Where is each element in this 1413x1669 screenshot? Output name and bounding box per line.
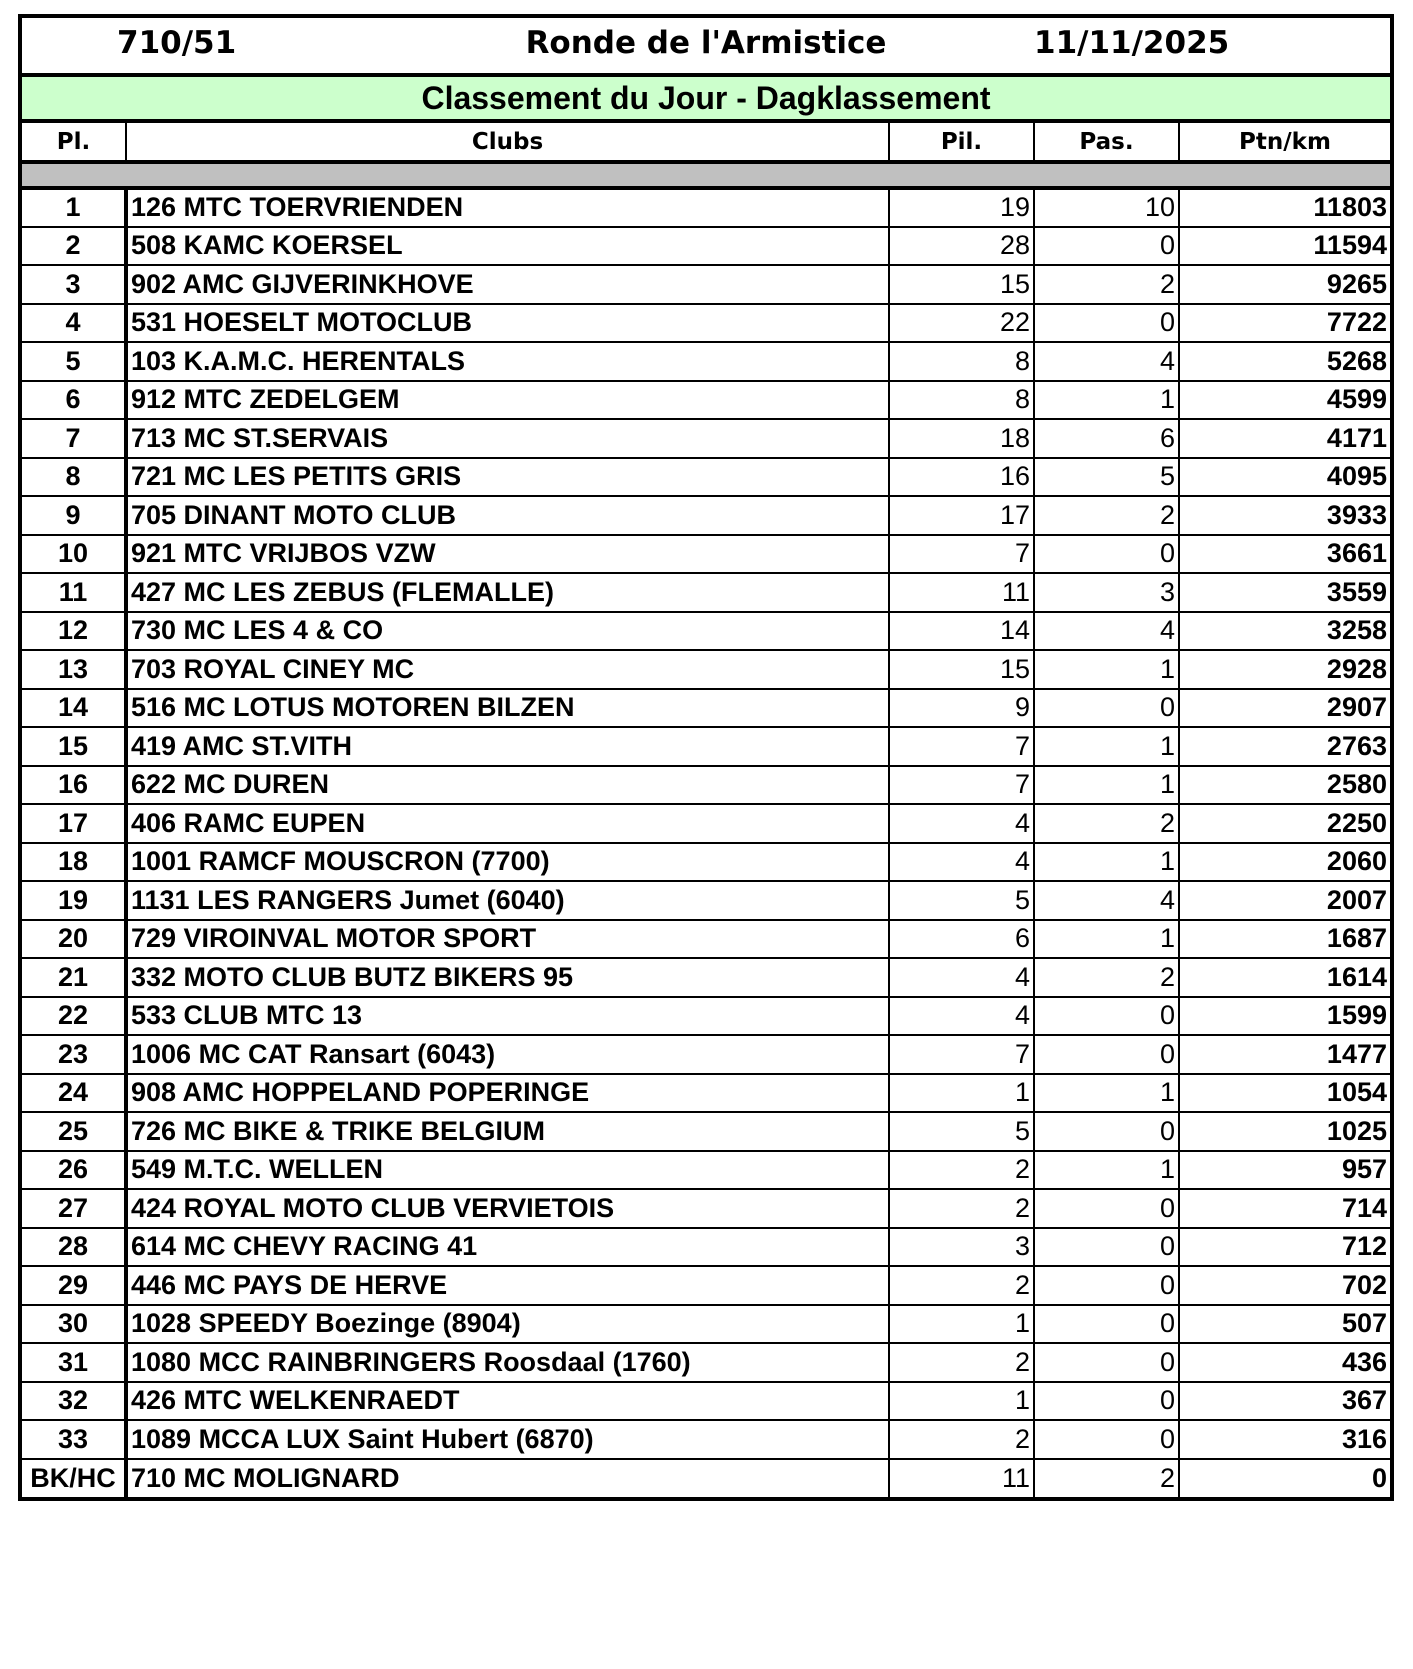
table-row (22, 419, 1390, 458)
club-name-cell: 713 MC ST.SERVAIS (126, 419, 889, 458)
club-name-cell: 1006 MC CAT Ransart (6043) (126, 1035, 889, 1074)
passengers-cell: 0 (1034, 1035, 1179, 1074)
pilots-cell: 16 (889, 458, 1034, 497)
passengers-cell: 6 (1034, 419, 1179, 458)
table-row (22, 1459, 1390, 1498)
pilots-cell: 2 (889, 1189, 1034, 1228)
place-cell: 11 (22, 573, 126, 612)
column-header-passengers: Pas. (1034, 123, 1179, 162)
passengers-cell: 1 (1034, 1151, 1179, 1190)
points-km-cell: 5268 (1179, 342, 1390, 381)
place-cell: 1 (65, 192, 81, 223)
pilots-cell: 2 (889, 1266, 1034, 1305)
place-cell: 20 (22, 920, 126, 959)
points-km-cell: 1687 (1179, 920, 1390, 959)
pilots-cell: 19 (889, 188, 1034, 227)
table-row (22, 496, 1390, 535)
points-km-cell: 4095 (1179, 458, 1390, 497)
table-header-row (22, 123, 1390, 162)
pilots-cell: 11 (889, 573, 1034, 612)
table-row (22, 227, 1390, 266)
club-name-cell: 1001 RAMCF MOUSCRON (7700) (126, 843, 889, 882)
pilots-cell: 4 (889, 997, 1034, 1036)
ranking-sheet (18, 14, 1394, 1501)
points-km-cell: 7722 (1179, 304, 1390, 343)
club-name-cell: 705 DINANT MOTO CLUB (126, 496, 889, 535)
club-name-cell: 721 MC LES PETITS GRIS (126, 458, 889, 497)
club-name-cell: 103 K.A.M.C. HERENTALS (126, 342, 889, 381)
table-row (22, 727, 1390, 766)
place-cell: 2 (22, 227, 126, 266)
club-name-cell: 426 MTC WELKENRAEDT (126, 1382, 889, 1421)
club-name-cell: 508 KAMC KOERSEL (126, 227, 889, 266)
pilots-cell: 17 (889, 496, 1034, 535)
club-name-cell: 516 MC LOTUS MOTOREN BILZEN (126, 689, 889, 728)
points-km-cell: 2060 (1179, 843, 1390, 882)
points-km-cell: 507 (1179, 1305, 1390, 1344)
place-cell: 12 (22, 612, 126, 651)
place-cell: 10 (22, 535, 126, 574)
place-cell: 4 (22, 304, 126, 343)
passengers-cell: 1 (1034, 766, 1179, 805)
passengers-cell: 4 (1034, 881, 1179, 920)
table-row (22, 804, 1390, 843)
points-km-cell: 9265 (1179, 265, 1390, 304)
place-cell: 16 (22, 766, 126, 805)
table-row (22, 612, 1390, 651)
table-row (22, 304, 1390, 343)
passengers-cell: 0 (1034, 227, 1179, 266)
pilots-cell: 28 (889, 227, 1034, 266)
passengers-cell: 0 (1034, 1343, 1179, 1382)
table-row (22, 1343, 1390, 1382)
place-cell: 29 (22, 1266, 126, 1305)
club-name-cell: 1131 LES RANGERS Jumet (6040) (126, 881, 889, 920)
table-row (22, 920, 1390, 959)
table-row (22, 1305, 1390, 1344)
ranking-rows (22, 188, 1390, 1497)
header-spacer-band (22, 162, 1390, 188)
pilots-cell: 6 (889, 920, 1034, 959)
pilots-cell: 1 (889, 1382, 1034, 1421)
place-cell: 9 (22, 496, 126, 535)
points-km-cell: 316 (1179, 1420, 1390, 1459)
table-row (22, 689, 1390, 728)
club-name-cell: 424 ROYAL MOTO CLUB VERVIETOIS (126, 1189, 889, 1228)
place-cell: 22 (22, 997, 126, 1036)
pilots-cell: 1 (889, 1074, 1034, 1113)
table-row (22, 1035, 1390, 1074)
points-km-cell: 2907 (1179, 689, 1390, 728)
passengers-cell: 0 (1034, 997, 1179, 1036)
place-cell: 24 (22, 1074, 126, 1113)
place-cell: 8 (22, 458, 126, 497)
column-header-place: Pl. (56, 128, 91, 155)
points-km-cell: 367 (1179, 1382, 1390, 1421)
place-cell: 3 (22, 265, 126, 304)
pilots-cell: 11 (889, 1459, 1034, 1498)
place-cell: 31 (22, 1343, 126, 1382)
passengers-cell: 0 (1034, 1420, 1179, 1459)
club-name-cell: 622 MC DUREN (126, 766, 889, 805)
table-row (22, 573, 1390, 612)
points-km-cell: 1614 (1179, 958, 1390, 997)
points-km-cell: 11803 (1179, 188, 1390, 227)
passengers-cell: 4 (1034, 612, 1179, 651)
event-title: Ronde de l'Armistice (525, 25, 887, 61)
passengers-cell: 2 (1034, 804, 1179, 843)
points-km-cell: 2928 (1179, 650, 1390, 689)
passengers-cell: 2 (1034, 958, 1179, 997)
pilots-cell: 5 (889, 881, 1034, 920)
club-name-cell: 446 MC PAYS DE HERVE (126, 1266, 889, 1305)
table-row (22, 1189, 1390, 1228)
points-km-cell: 2007 (1179, 881, 1390, 920)
club-name-cell: 419 AMC ST.VITH (126, 727, 889, 766)
pilots-cell: 4 (889, 958, 1034, 997)
passengers-cell: 2 (1034, 265, 1179, 304)
ranking-table (22, 123, 1390, 1497)
classification-subtitle: Classement du Jour - Dagklassement (22, 77, 1390, 123)
pilots-cell: 15 (889, 650, 1034, 689)
points-km-cell: 11594 (1179, 227, 1390, 266)
place-cell: 23 (22, 1035, 126, 1074)
spacer-cell (22, 162, 1390, 188)
passengers-cell: 0 (1034, 1382, 1179, 1421)
title-row (22, 18, 1390, 77)
pilots-cell: 15 (889, 265, 1034, 304)
club-name-cell: 921 MTC VRIJBOS VZW (126, 535, 889, 574)
points-km-cell: 3258 (1179, 612, 1390, 651)
place-cell: 32 (22, 1382, 126, 1421)
points-km-cell: 702 (1179, 1266, 1390, 1305)
points-km-cell: 2763 (1179, 727, 1390, 766)
column-header-clubs: Clubs (126, 123, 889, 162)
table-row (22, 881, 1390, 920)
place-cell: 30 (22, 1305, 126, 1344)
passengers-cell: 1 (1034, 727, 1179, 766)
pilots-cell: 4 (889, 843, 1034, 882)
passengers-cell: 1 (1034, 843, 1179, 882)
column-header-pilots: Pil. (889, 123, 1034, 162)
place-cell: 19 (22, 881, 126, 920)
table-row (22, 1266, 1390, 1305)
passengers-cell: 2 (1034, 496, 1179, 535)
pilots-cell: 8 (889, 342, 1034, 381)
table-row (22, 381, 1390, 420)
table-row (22, 342, 1390, 381)
club-name-cell: 730 MC LES 4 & CO (126, 612, 889, 651)
passengers-cell: 1 (1034, 920, 1179, 959)
points-km-cell: 436 (1179, 1343, 1390, 1382)
passengers-cell: 10 (1034, 188, 1179, 227)
pilots-cell: 18 (889, 419, 1034, 458)
pilots-cell: 9 (889, 689, 1034, 728)
place-cell: 5 (22, 342, 126, 381)
points-km-cell: 712 (1179, 1228, 1390, 1267)
place-cell: BK/HC (22, 1459, 126, 1498)
points-km-cell: 714 (1179, 1189, 1390, 1228)
place-cell: 7 (22, 419, 126, 458)
passengers-cell: 0 (1034, 1112, 1179, 1151)
club-name-cell: 703 ROYAL CINEY MC (126, 650, 889, 689)
table-row (22, 997, 1390, 1036)
club-name-cell: 533 CLUB MTC 13 (126, 997, 889, 1036)
table-row (22, 1074, 1390, 1113)
club-name-cell: 531 HOESELT MOTOCLUB (126, 304, 889, 343)
table-row (22, 1228, 1390, 1267)
passengers-cell: 0 (1034, 304, 1179, 343)
table-row (22, 1112, 1390, 1151)
points-km-cell: 1054 (1179, 1074, 1390, 1113)
pilots-cell: 14 (889, 612, 1034, 651)
pilots-cell: 2 (889, 1151, 1034, 1190)
points-km-cell: 1025 (1179, 1112, 1390, 1151)
table-row (22, 265, 1390, 304)
club-name-cell: 1028 SPEEDY Boezinge (8904) (126, 1305, 889, 1344)
place-cell: 14 (22, 689, 126, 728)
points-km-cell: 2580 (1179, 766, 1390, 805)
table-row (22, 843, 1390, 882)
table-row (22, 458, 1390, 497)
pilots-cell: 2 (889, 1343, 1034, 1382)
points-km-cell: 4171 (1179, 419, 1390, 458)
place-cell: 26 (22, 1151, 126, 1190)
club-name-cell: 902 AMC GIJVERINKHOVE (126, 265, 889, 304)
points-km-cell: 0 (1179, 1459, 1390, 1498)
table-row (22, 1151, 1390, 1190)
club-name-cell: 126 MTC TOERVRIENDEN (126, 188, 889, 227)
club-name-cell: 908 AMC HOPPELAND POPERINGE (126, 1074, 889, 1113)
points-km-cell: 3661 (1179, 535, 1390, 574)
club-name-cell: 406 RAMC EUPEN (126, 804, 889, 843)
pilots-cell: 1 (889, 1305, 1034, 1344)
points-km-cell: 4599 (1179, 381, 1390, 420)
place-cell: 21 (22, 958, 126, 997)
points-km-cell: 957 (1179, 1151, 1390, 1190)
passengers-cell: 5 (1034, 458, 1179, 497)
place-cell: 28 (22, 1228, 126, 1267)
passengers-cell: 2 (1034, 1459, 1179, 1498)
club-name-cell: 332 MOTO CLUB BUTZ BIKERS 95 (126, 958, 889, 997)
table-row (22, 650, 1390, 689)
table-row (22, 535, 1390, 574)
table-row (22, 1382, 1390, 1421)
club-name-cell: 614 MC CHEVY RACING 41 (126, 1228, 889, 1267)
passengers-cell: 0 (1034, 1305, 1179, 1344)
club-name-cell: 549 M.T.C. WELLEN (126, 1151, 889, 1190)
pilots-cell: 4 (889, 804, 1034, 843)
club-name-cell: 726 MC BIKE & TRIKE BELGIUM (126, 1112, 889, 1151)
passengers-cell: 4 (1034, 342, 1179, 381)
pilots-cell: 7 (889, 727, 1034, 766)
pilots-cell: 2 (889, 1420, 1034, 1459)
club-name-cell: 729 VIROINVAL MOTOR SPORT (126, 920, 889, 959)
pilots-cell: 5 (889, 1112, 1034, 1151)
pilots-cell: 3 (889, 1228, 1034, 1267)
place-cell: 15 (22, 727, 126, 766)
event-code: 710/51 (117, 25, 237, 61)
passengers-cell: 1 (1034, 1074, 1179, 1113)
place-cell: 17 (22, 804, 126, 843)
pilots-cell: 7 (889, 1035, 1034, 1074)
passengers-cell: 0 (1034, 1228, 1179, 1267)
place-cell: 33 (22, 1420, 126, 1459)
club-name-cell: 912 MTC ZEDELGEM (126, 381, 889, 420)
club-name-cell: 1089 MCCA LUX Saint Hubert (6870) (126, 1420, 889, 1459)
pilots-cell: 8 (889, 381, 1034, 420)
column-header-points-km: Ptn/km (1179, 123, 1390, 162)
pilots-cell: 7 (889, 766, 1034, 805)
points-km-cell: 1477 (1179, 1035, 1390, 1074)
passengers-cell: 0 (1034, 1266, 1179, 1305)
passengers-cell: 1 (1034, 650, 1179, 689)
club-name-cell: 1080 MCC RAINBRINGERS Roosdaal (1760) (126, 1343, 889, 1382)
passengers-cell: 0 (1034, 1189, 1179, 1228)
place-cell: 18 (22, 843, 126, 882)
pilots-cell: 22 (889, 304, 1034, 343)
club-name-cell: 710 MC MOLIGNARD (126, 1459, 889, 1498)
points-km-cell: 1599 (1179, 997, 1390, 1036)
passengers-cell: 0 (1034, 535, 1179, 574)
table-row (22, 1420, 1390, 1459)
passengers-cell: 1 (1034, 381, 1179, 420)
event-date: 11/11/2025 (1034, 25, 1230, 61)
points-km-cell: 3933 (1179, 496, 1390, 535)
table-row (22, 958, 1390, 997)
club-name-cell: 427 MC LES ZEBUS (FLEMALLE) (126, 573, 889, 612)
points-km-cell: 3559 (1179, 573, 1390, 612)
place-cell: 27 (22, 1189, 126, 1228)
place-cell: 25 (22, 1112, 126, 1151)
table-row (22, 766, 1390, 805)
table-row (22, 188, 1390, 227)
place-cell: 13 (22, 650, 126, 689)
place-cell: 6 (22, 381, 126, 420)
points-km-cell: 2250 (1179, 804, 1390, 843)
passengers-cell: 3 (1034, 573, 1179, 612)
passengers-cell: 0 (1034, 689, 1179, 728)
pilots-cell: 7 (889, 535, 1034, 574)
